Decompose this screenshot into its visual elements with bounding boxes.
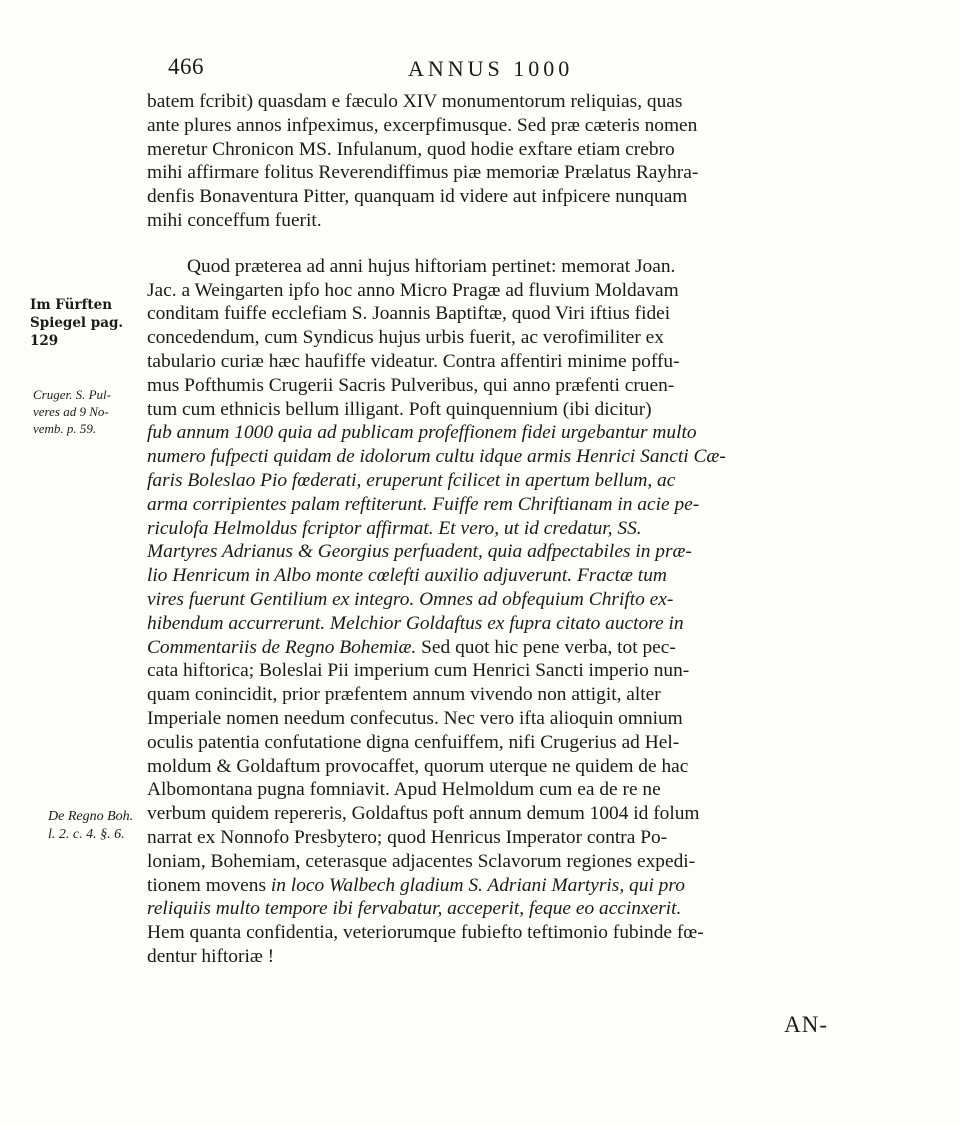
italic-span: in loco Walbech gladium S. Adriani Martyris, qui pro (270, 874, 685, 896)
text-line: moldum & Goldaftum provocaffet, quorum uterque ne quidem de hac (147, 755, 689, 777)
text-line: tum cum ethnicis bellum illigant. Poft quinquennium (ibi dicitur) (147, 398, 652, 420)
text-line: Jac. a Weingarten ipfo hoc anno Micro Pragæ ad fluvium Moldavam (147, 279, 679, 301)
paragraph-1 (147, 90, 845, 233)
margin-note-furst (30, 296, 123, 350)
margin-note-line: Spiegel pag. (30, 315, 124, 331)
text-line: tabulario curiæ hæc haufiffe videatur. Contra affentiri minime poffu- (147, 350, 680, 372)
quoted-line: reliquiis multo tempore ibi fervabatur, acceperit, feque eo accinxerit. (147, 898, 682, 920)
page-number: 466 (168, 54, 204, 79)
text-line: oculis patentia confutatione digna cenfuiffem, nifi Crugerius ad Hel- (147, 731, 680, 753)
quoted-line: hibendum accurrerunt. Melchior Goldaftus ex fupra citato auctore in (147, 612, 684, 634)
quoted-line: vires fuerunt Gentilium ex integro. Omnes ad obfequium Chrifto ex- (147, 588, 674, 610)
quoted-line: faris Boleslao Pio fœderati, eruperunt fcilicet in apertum bellum, ac (147, 469, 676, 491)
margin-note-cruger (33, 386, 111, 437)
margin-note-line: Im Fürften (30, 297, 113, 313)
page-header (168, 54, 808, 94)
margin-note-line: vemb. p. 59. (33, 421, 97, 436)
main-text (147, 90, 845, 969)
quoted-line: fub annum 1000 quia ad publicam profeffionem fidei urgebantur multo (147, 422, 697, 444)
paragraph-2 (147, 255, 845, 969)
quoted-line: Martyres Adrianus & Georgius perfuadent, quia adfpectabiles in præ- (147, 541, 692, 563)
margin-note-line: l. 2. c. 4. §. 6. (48, 827, 125, 842)
mixed-line (147, 874, 845, 898)
margin-note-line: Cruger. S. Pul- (33, 387, 111, 402)
text-line: ante plures annos infpeximus, excerpfimusque. Sed præ cæteris nomen (147, 114, 698, 136)
text-line: dentur hiftoriæ ! (147, 945, 275, 967)
italic-span: Commentariis de Regno Bohemiæ. (147, 636, 417, 658)
mixed-line (147, 636, 845, 660)
text-line: mihi conceffum fuerit. (147, 209, 322, 231)
roman-span: Sed quot hic pene verba, tot pec- (416, 636, 676, 658)
text-line: quam conincidit, prior præfentem annum vivendo non attigit, alter (147, 684, 661, 706)
text-line: narrat ex Nonnofo Presbytero; quod Henricus Imperator contra Po- (147, 826, 668, 848)
running-head: ANNUS 1000 (408, 56, 574, 81)
text-line: meretur Chronicon MS. Infulanum, quod hodie exftare etiam crebro (147, 138, 675, 160)
margin-note-line: De Regno Boh. (48, 809, 134, 824)
text-line: batem fcribit) quasdam e fæculo XIV monumentorum reliquias, quas (147, 91, 683, 112)
text-line: cata hiftorica; Boleslai Pii imperium cum Henrici Sancti imperio nun- (147, 660, 690, 682)
text-line: Quod præterea ad anni hujus hiftoriam pertinet: memorat Joan. (187, 255, 676, 277)
text-line: mus Pofthumis Crugerii Sacris Pulveribus, qui anno præfenti cruen- (147, 374, 675, 396)
text-line: loniam, Bohemiam, ceterasque adjacentes Sclavorum regiones expedi- (147, 850, 696, 872)
quoted-line: riculofa Helmoldus fcriptor affirmat. Et vero, ut id credatur, SS. (147, 517, 642, 539)
margin-note-line: 129 (30, 333, 59, 349)
catchword: AN- (784, 1012, 828, 1037)
quoted-line: arma corripientes palam reftiterunt. Fuiffe rem Chriftianam in acie pe- (147, 493, 700, 515)
quoted-line: lio Henricum in Albo monte cœlefti auxilio adjuverunt. Fractæ tum (147, 565, 667, 587)
margin-note-regno (48, 808, 133, 844)
text-line: Imperiale nomen needum confecutus. Nec vero ifta alioquin omnium (147, 707, 683, 729)
text-line: Albomontana pugna fomniavit. Apud Helmoldum cum ea de re ne (147, 779, 661, 801)
margin-note-line: veres ad 9 No- (33, 404, 109, 419)
quoted-line: numero fufpecti quidam de idolorum cultu idque armis Henrici Sancti Cæ- (147, 446, 726, 468)
text-line: concedendum, cum Syndicus hujus urbis fuerit, ac verofimiliter ex (147, 327, 664, 349)
text-line: mihi affirmare folitus Reverendiffimus piæ memoriæ Prælatus Rayhra- (147, 162, 699, 184)
text-line: verbum quidem repereris, Goldaftus poft annum demum 1004 id folum (147, 803, 700, 825)
text-line: conditam fuiffe ecclefiam S. Joannis Baptiftæ, quod Viri iftius fidei (147, 303, 671, 325)
text-line: denfis Bonaventura Pitter, quanquam id videre aut infpicere nunquam (147, 186, 688, 208)
roman-span: tionem movens (147, 874, 271, 896)
text-line: Hem quanta confidentia, veteriorumque fubiefto teftimonio fubinde fœ- (147, 922, 704, 944)
